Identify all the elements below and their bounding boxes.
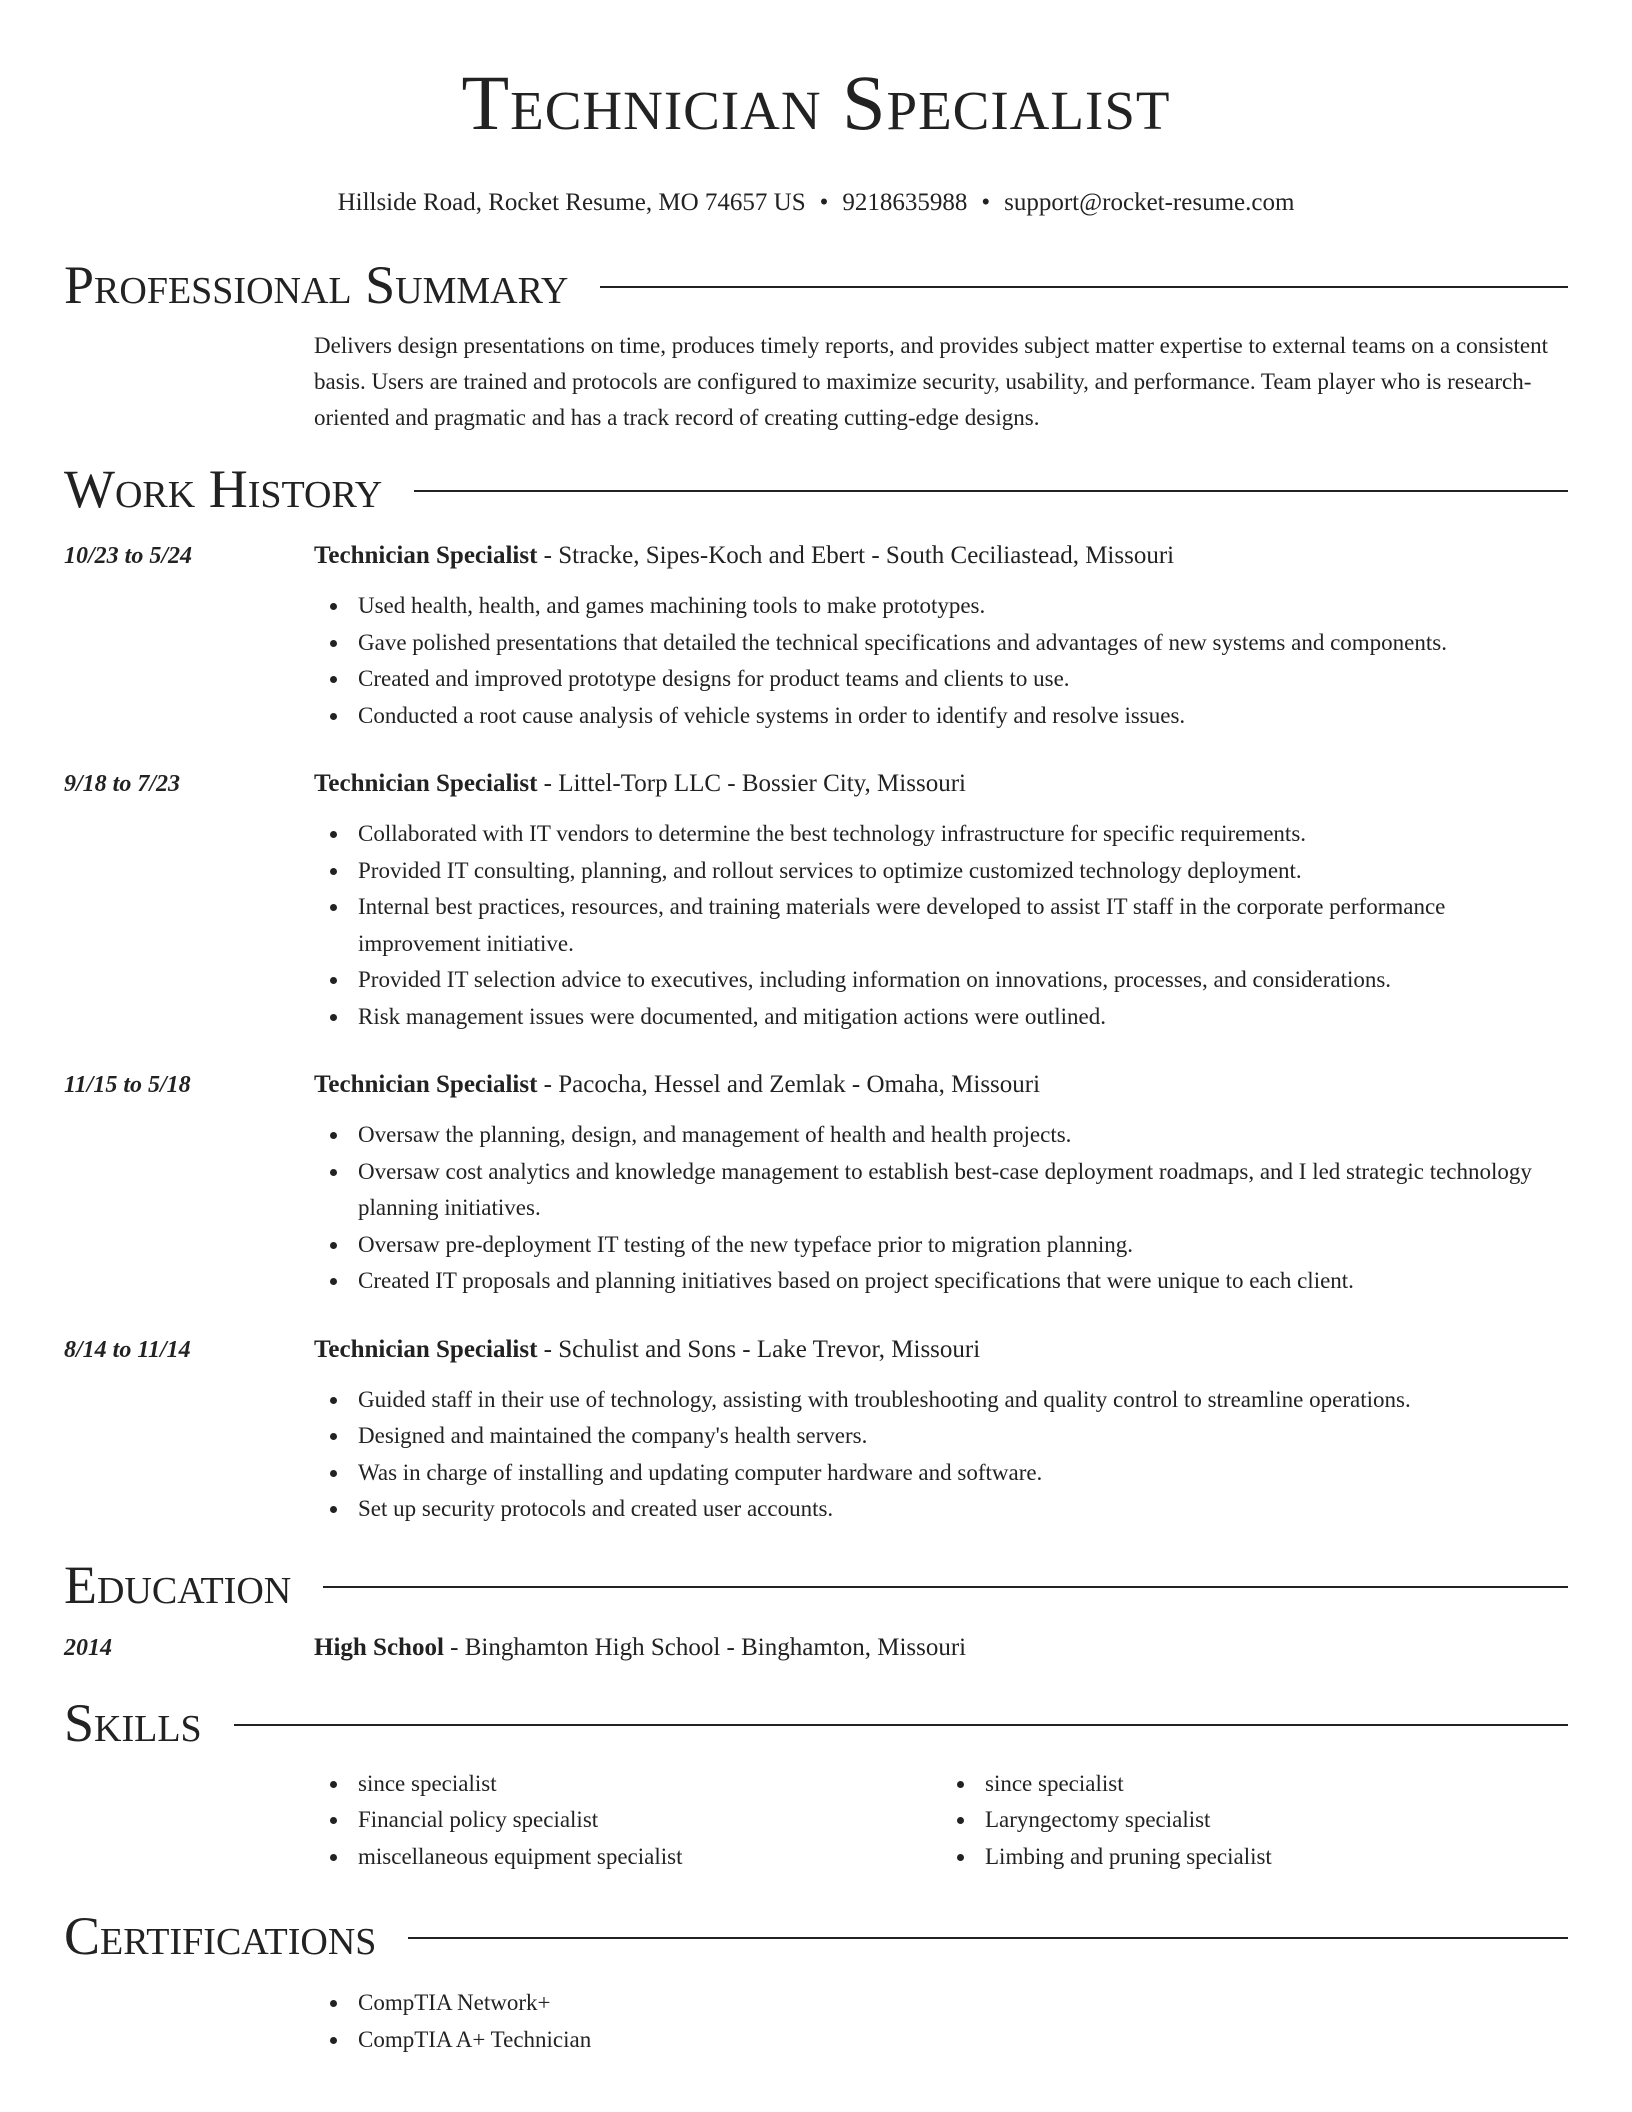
- job-role: Technician Specialist: [314, 770, 538, 797]
- job-entry: [64, 1332, 1568, 1528]
- contact-email: support@rocket-resume.com: [1004, 189, 1295, 216]
- job-title-line: [314, 538, 1568, 574]
- job-bullets: [314, 816, 1568, 1035]
- contact-line: [64, 188, 1568, 218]
- skills-list-left: [314, 1766, 941, 1876]
- summary-heading: Professional Summary: [64, 255, 569, 315]
- summary-heading-row: [64, 250, 1568, 320]
- section-divider: [600, 286, 1568, 288]
- list-item: Internal best practices, resources, and training materials were developed to assist IT staff in the corporate performance improvement initiative.: [358, 889, 1568, 962]
- work-history-section: [64, 454, 1568, 1528]
- contact-separator: •: [819, 189, 829, 216]
- list-item: Gave polished presentations that detailed the technical specifications and advantages of new systems and components.: [358, 625, 1568, 662]
- list-item: CompTIA Network+: [358, 1985, 1568, 2022]
- job-body: [314, 1332, 1568, 1528]
- list-item: Conducted a root cause analysis of vehicle systems in order to identify and resolve issues.: [358, 698, 1568, 735]
- job-role: Technician Specialist: [314, 1335, 538, 1363]
- list-item: since specialist: [358, 1766, 941, 1803]
- list-item: Used health, health, and games machining tools to make prototypes.: [358, 588, 1568, 625]
- work-history-heading-row: [64, 454, 1568, 524]
- job-title-line: [314, 1332, 1568, 1368]
- list-item: Was in charge of installing and updating computer hardware and software.: [358, 1455, 1568, 1492]
- certifications-section: [64, 1901, 1568, 2058]
- list-item: Provided IT consulting, planning, and rollout services to optimize customized technology deployment.: [358, 853, 1568, 890]
- job-bullets: [314, 1117, 1568, 1300]
- list-item: Oversaw the planning, design, and management of health and health projects.: [358, 1117, 1568, 1154]
- job-entry: [64, 538, 1568, 734]
- section-divider: [414, 490, 1568, 492]
- list-item: Oversaw pre-deployment IT testing of the new typeface prior to migration planning.: [358, 1227, 1568, 1264]
- job-body: [314, 538, 1568, 734]
- education-body: [314, 1630, 1568, 1666]
- job-bullets: [314, 1382, 1568, 1528]
- candidate-name: Technician Specialist: [461, 59, 1171, 146]
- list-item: Financial policy specialist: [358, 1802, 941, 1839]
- education-title-line: [314, 1630, 1568, 1666]
- list-item: Provided IT selection advice to executives, including information on innovations, processes, and considerations.: [358, 962, 1568, 999]
- education-entry: [64, 1630, 1568, 1666]
- job-title-line: [314, 766, 1568, 802]
- job-details: - Stracke, Sipes-Koch and Ebert - South Ceciliastead, Missouri: [537, 542, 1175, 569]
- job-role: Technician Specialist: [314, 542, 538, 569]
- job-role: Technician Specialist: [314, 1071, 538, 1098]
- certifications-content: [314, 1985, 1568, 2058]
- list-item: Created IT proposals and planning initiatives based on project specifications that were unique to each client.: [358, 1263, 1568, 1300]
- section-divider: [408, 1937, 1568, 1939]
- list-item: miscellaneous equipment specialist: [358, 1839, 941, 1876]
- job-bullets: [314, 588, 1568, 734]
- list-item: Created and improved prototype designs for product teams and clients to use.: [358, 661, 1568, 698]
- work-history-heading: Work History: [64, 459, 383, 519]
- job-entry: [64, 1067, 1568, 1300]
- skills-grid: [314, 1758, 1568, 1876]
- education-dates: 2014: [64, 1634, 112, 1661]
- section-divider: [234, 1724, 1568, 1726]
- list-item: Collaborated with IT vendors to determine the best technology infrastructure for specific requirements.: [358, 816, 1568, 853]
- resume-page: [64, 0, 1568, 2058]
- skills-list-right: [941, 1766, 1568, 1876]
- contact-phone: 9218635988: [842, 189, 968, 216]
- job-dates: 8/14 to 11/14: [64, 1336, 191, 1363]
- section-divider: [323, 1586, 1568, 1588]
- job-dates: 9/18 to 7/23: [64, 771, 181, 797]
- education-details: - Binghamton High School - Binghamton, Missouri: [443, 1633, 967, 1661]
- education-degree: High School: [314, 1633, 444, 1661]
- job-title-line: [314, 1067, 1568, 1103]
- job-body: [314, 1067, 1568, 1300]
- list-item: Oversaw cost analytics and knowledge management to establish best-case deployment roadmaps, and I led strategic technology planning initiatives.: [358, 1154, 1568, 1227]
- list-item: Risk management issues were documented, and mitigation actions were outlined.: [358, 999, 1568, 1036]
- list-item: Designed and maintained the company's health servers.: [358, 1418, 1568, 1455]
- list-item: since specialist: [985, 1766, 1568, 1803]
- job-entry: [64, 766, 1568, 1035]
- list-item: Guided staff in their use of technology, assisting with troubleshooting and quality control to streamline operations.: [358, 1382, 1568, 1419]
- summary-text: Delivers design presentations on time, produces timely reports, and provides subject matter expertise to external teams on a consistent basis. Users are trained and protocols are configured to maximize security, usability, and performance. Team player who is research-oriented and pragmatic and has a track record of creating cutting-edge designs.: [314, 333, 1548, 430]
- job-dates: 11/15 to 5/18: [64, 1072, 191, 1098]
- skills-heading-row: [64, 1688, 1568, 1758]
- list-item: Laryngectomy specialist: [985, 1802, 1568, 1839]
- summary-section: [64, 250, 1568, 436]
- education-section: [64, 1550, 1568, 1666]
- job-body: [314, 766, 1568, 1035]
- job-details: - Pacocha, Hessel and Zemlak - Omaha, Missouri: [537, 1071, 1041, 1098]
- education-heading-row: [64, 1550, 1568, 1620]
- contact-separator: •: [981, 189, 991, 216]
- education-heading: Education: [64, 1554, 292, 1615]
- skills-heading: Skills: [64, 1692, 202, 1753]
- certifications-list: [314, 1985, 1568, 2058]
- certifications-heading: Certifications: [64, 1906, 377, 1966]
- contact-address: Hillside Road, Rocket Resume, MO 74657 US: [337, 189, 806, 216]
- list-item: CompTIA A+ Technician: [358, 2022, 1568, 2059]
- job-details: - Littel-Torp LLC - Bossier City, Missouri: [537, 770, 966, 797]
- certifications-heading-row: [64, 1901, 1568, 1971]
- job-details: - Schulist and Sons - Lake Trevor, Missouri: [537, 1335, 981, 1363]
- job-dates: 10/23 to 5/24: [64, 543, 193, 569]
- list-item: Set up security protocols and created user accounts.: [358, 1491, 1568, 1528]
- list-item: Limbing and pruning specialist: [985, 1839, 1568, 1876]
- skills-section: [64, 1688, 1568, 1876]
